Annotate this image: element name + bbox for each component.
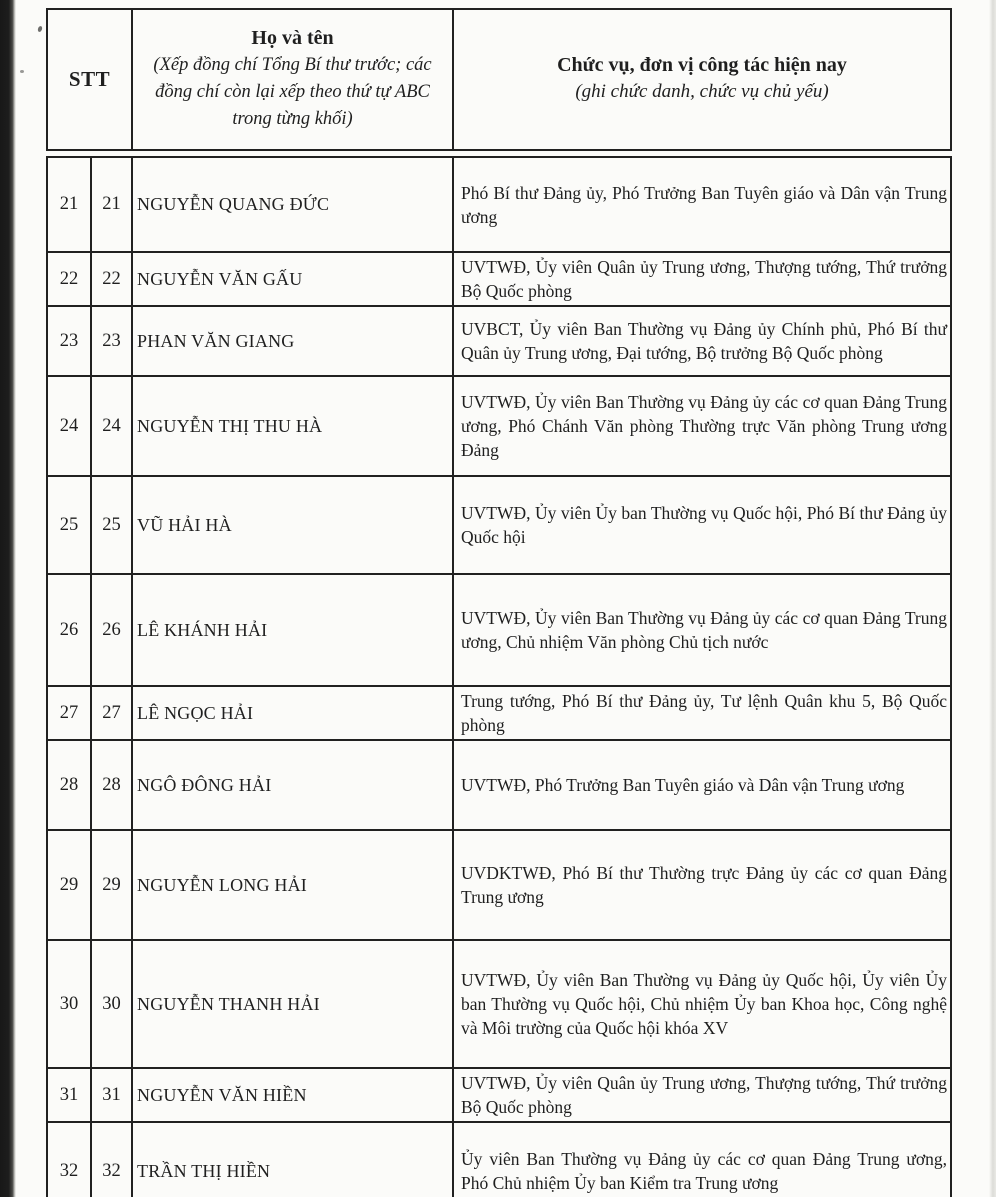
cell-stt-left: 23 bbox=[47, 306, 91, 376]
header-position-note: (ghi chức danh, chức vụ chủ yếu) bbox=[575, 81, 829, 102]
table-row bbox=[47, 252, 951, 306]
table-row bbox=[47, 574, 951, 686]
cell-name: NGUYỄN LONG HẢI bbox=[132, 830, 453, 940]
cell-name: NGUYỄN VĂN GẤU bbox=[132, 252, 453, 306]
cell-position: UVTWĐ, Phó Trưởng Ban Tuyên giáo và Dân vận Trung ương bbox=[453, 740, 951, 830]
cell-name: LÊ KHÁNH HẢI bbox=[132, 574, 453, 686]
table-row bbox=[47, 1122, 951, 1197]
header-cell-stt: STT bbox=[47, 9, 132, 150]
cell-stt-right: 28 bbox=[91, 740, 132, 830]
cell-name: NGUYỄN VĂN HIỀN bbox=[132, 1068, 453, 1122]
scan-speck bbox=[37, 25, 43, 32]
header-row bbox=[47, 9, 951, 150]
cell-position: UVTWĐ, Ủy viên Quân ủy Trung ương, Thượng tướng, Thứ trưởng Bộ Quốc phòng bbox=[453, 1068, 951, 1122]
scan-edge-right bbox=[989, 0, 996, 1197]
header-name-note: (Xếp đồng chí Tổng Bí thư trước; các đồng chí còn lại xếp theo thứ tự ABC trong từng khối) bbox=[153, 54, 432, 129]
header-cell-position bbox=[453, 9, 951, 150]
cell-stt-left: 32 bbox=[47, 1122, 91, 1197]
cell-name: NGUYỄN QUANG ĐỨC bbox=[132, 157, 453, 252]
cell-position: UVTWĐ, Ủy viên Ủy ban Thường vụ Quốc hội, Phó Bí thư Đảng ủy Quốc hội bbox=[453, 476, 951, 574]
table-row bbox=[47, 376, 951, 476]
table-row bbox=[47, 686, 951, 740]
cell-stt-left: 21 bbox=[47, 157, 91, 252]
header-position-title: Chức vụ, đơn vị công tác hiện nay bbox=[557, 54, 847, 76]
cell-stt-left: 27 bbox=[47, 686, 91, 740]
personnel-table bbox=[46, 8, 950, 1197]
cell-name: LÊ NGỌC HẢI bbox=[132, 686, 453, 740]
cell-position: Trung tướng, Phó Bí thư Đảng ủy, Tư lệnh Quân khu 5, Bộ Quốc phòng bbox=[453, 686, 951, 740]
cell-position: UVTWĐ, Ủy viên Ban Thường vụ Đảng ủy Quốc hội, Ủy viên Ủy ban Thường vụ Quốc hội, Chủ nhiệm Ủy ban Khoa học, Công nghệ và Môi trường của Quốc hội khóa XV bbox=[453, 940, 951, 1068]
cell-stt-right: 21 bbox=[91, 157, 132, 252]
cell-stt-left: 31 bbox=[47, 1068, 91, 1122]
cell-position: UVTWĐ, Ủy viên Quân ủy Trung ương, Thượng tướng, Thứ trưởng Bộ Quốc phòng bbox=[453, 252, 951, 306]
cell-stt-right: 32 bbox=[91, 1122, 132, 1197]
cell-position: UVTWĐ, Ủy viên Ban Thường vụ Đảng ủy các cơ quan Đảng Trung ương, Phó Chánh Văn phòng Thường trực Văn phòng Trung ương Đảng bbox=[453, 376, 951, 476]
cell-stt-left: 28 bbox=[47, 740, 91, 830]
cell-stt-left: 25 bbox=[47, 476, 91, 574]
header-cell-name bbox=[132, 9, 453, 150]
cell-stt-left: 29 bbox=[47, 830, 91, 940]
cell-stt-right: 29 bbox=[91, 830, 132, 940]
cell-name: NGUYỄN THANH HẢI bbox=[132, 940, 453, 1068]
cell-stt-right: 22 bbox=[91, 252, 132, 306]
cell-name: VŨ HẢI HÀ bbox=[132, 476, 453, 574]
table-row bbox=[47, 940, 951, 1068]
cell-stt-right: 24 bbox=[91, 376, 132, 476]
cell-stt-left: 22 bbox=[47, 252, 91, 306]
cell-stt-right: 27 bbox=[91, 686, 132, 740]
header-name-title: Họ và tên bbox=[251, 26, 334, 49]
table-body bbox=[46, 156, 952, 1197]
cell-position: UVTWĐ, Ủy viên Ban Thường vụ Đảng ủy các cơ quan Đảng Trung ương, Chủ nhiệm Văn phòng Chủ tịch nước bbox=[453, 574, 951, 686]
table-header bbox=[46, 8, 952, 151]
cell-stt-right: 25 bbox=[91, 476, 132, 574]
cell-stt-right: 30 bbox=[91, 940, 132, 1068]
cell-name: NGUYỄN THỊ THU HÀ bbox=[132, 376, 453, 476]
cell-stt-right: 31 bbox=[91, 1068, 132, 1122]
table-row bbox=[47, 1068, 951, 1122]
table-row bbox=[47, 157, 951, 252]
cell-position: UVBCT, Ủy viên Ban Thường vụ Đảng ủy Chính phủ, Phó Bí thư Quân ủy Trung ương, Đại tướng, Bộ trưởng Bộ Quốc phòng bbox=[453, 306, 951, 376]
cell-position: Ủy viên Ban Thường vụ Đảng ủy các cơ quan Đảng Trung ương, Phó Chủ nhiệm Ủy ban Kiểm tra Trung ương bbox=[453, 1122, 951, 1197]
table-row bbox=[47, 306, 951, 376]
cell-name: TRẦN THỊ HIỀN bbox=[132, 1122, 453, 1197]
cell-position: Phó Bí thư Đảng ủy, Phó Trưởng Ban Tuyên giáo và Dân vận Trung ương bbox=[453, 157, 951, 252]
scan-edge-left bbox=[0, 0, 16, 1197]
cell-stt-right: 26 bbox=[91, 574, 132, 686]
scan-speck bbox=[20, 70, 24, 73]
cell-name: PHAN VĂN GIANG bbox=[132, 306, 453, 376]
table-row bbox=[47, 476, 951, 574]
cell-stt-left: 26 bbox=[47, 574, 91, 686]
table-row bbox=[47, 740, 951, 830]
cell-stt-right: 23 bbox=[91, 306, 132, 376]
cell-stt-left: 30 bbox=[47, 940, 91, 1068]
cell-name: NGÔ ĐÔNG HẢI bbox=[132, 740, 453, 830]
table-row bbox=[47, 830, 951, 940]
cell-position: UVDKTWĐ, Phó Bí thư Thường trực Đảng ủy các cơ quan Đảng Trung ương bbox=[453, 830, 951, 940]
cell-stt-left: 24 bbox=[47, 376, 91, 476]
